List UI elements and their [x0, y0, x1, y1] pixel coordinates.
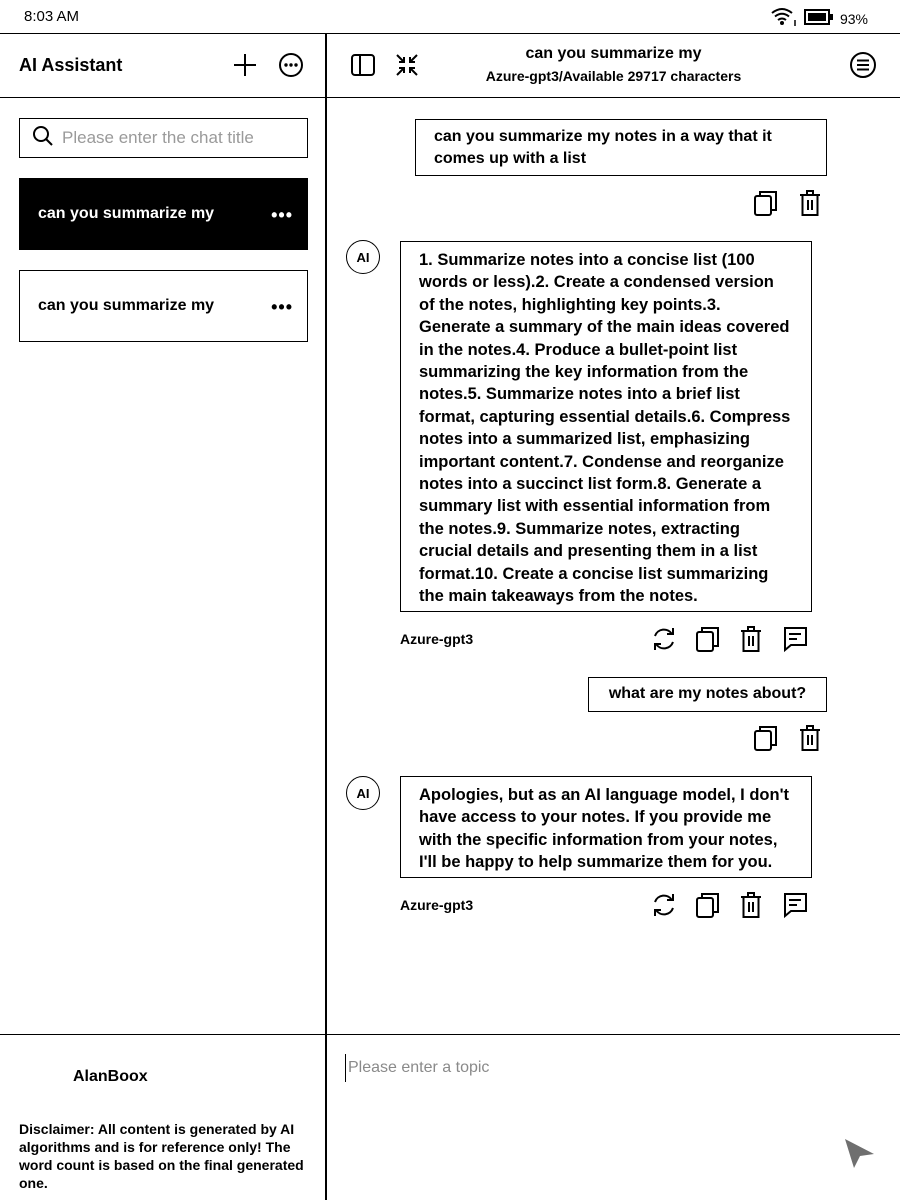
- chat-list-item[interactable]: [19, 178, 308, 250]
- pane-divider: [325, 33, 327, 1200]
- trash-icon[interactable]: [738, 890, 764, 920]
- battery-level: 93%: [839, 10, 868, 27]
- conversation-header: [327, 34, 900, 97]
- model-label: Azure-gpt3: [400, 897, 474, 913]
- wifi-icon: [770, 6, 798, 31]
- message-text: can you summarize my notes in a way that it comes up with a list: [434, 128, 772, 167]
- more-circle-icon[interactable]: [276, 50, 306, 80]
- trash-icon[interactable]: [797, 723, 823, 753]
- battery-icon: [804, 8, 834, 29]
- user-message: [588, 677, 827, 712]
- trash-icon[interactable]: [738, 624, 764, 654]
- search-input[interactable]: [62, 128, 292, 148]
- status-indicators: [770, 6, 868, 31]
- ai-avatar: AI: [346, 240, 380, 274]
- conversation-subtitle: Azure-gpt3/Available 29717 characters: [485, 68, 742, 84]
- plus-icon[interactable]: [230, 50, 260, 80]
- chat-title: can you summarize my: [38, 297, 215, 314]
- chat-title: can you summarize my: [38, 205, 215, 222]
- more-dots-icon[interactable]: •••: [271, 297, 293, 317]
- status-bar: [0, 0, 900, 33]
- chat-search[interactable]: [19, 118, 308, 158]
- disclaimer-text: Disclaimer: All content is generated by AI algorithms and is for reference only! The word count is based on the final generated one.: [19, 1121, 304, 1191]
- copy-icon[interactable]: [752, 188, 780, 218]
- chat-list-item[interactable]: [19, 270, 308, 342]
- refresh-icon[interactable]: [650, 624, 678, 654]
- comment-icon[interactable]: [781, 890, 809, 920]
- message-text: what are my notes about?: [608, 685, 807, 702]
- search-icon: [32, 125, 54, 152]
- copy-icon[interactable]: [752, 723, 780, 753]
- header-bottom-divider: [0, 97, 900, 98]
- comment-icon[interactable]: [781, 624, 809, 654]
- conversation-title: can you summarize my: [525, 45, 702, 62]
- message-text: Apologies, but as an AI language model, I don't have access to your notes. If you provide me with the specific information from your notes, I'll be happy to help summarize them for you.: [419, 786, 790, 872]
- refresh-icon[interactable]: [650, 890, 678, 920]
- topic-input[interactable]: [345, 1054, 865, 1082]
- copy-icon[interactable]: [694, 890, 722, 920]
- message-text: 1. Summarize notes into a concise list (100 words or less).2. Create a condensed version of the notes, highlighting key points.3. Generate a summary of the main ideas covered in the notes.4. Produce a bullet-point list summarizing the key information from the notes.5. Summarize notes into a brief list format, capturing essential details.6. Compress notes into a summarized list, emphasizing important content.7. Condense and reorganize notes into a succinct list form.8. Generate a summary list with essential information from the notes.9. Summarize notes, extracting crucial details and presenting them in a list format.10. Create a concise list summarizing the main takeaways from the notes.: [419, 251, 791, 606]
- ai-message: [400, 241, 812, 612]
- copy-icon[interactable]: [694, 624, 722, 654]
- brand-name: AlanBoox: [73, 1068, 148, 1085]
- app-title: AI Assistant: [19, 55, 123, 75]
- ai-message: [400, 776, 812, 878]
- user-message: [415, 119, 827, 176]
- footer-divider: [0, 1034, 900, 1035]
- sidebar-header: [0, 34, 325, 97]
- more-dots-icon[interactable]: •••: [271, 205, 293, 225]
- status-time: 8:03 AM: [24, 8, 80, 25]
- send-icon[interactable]: [840, 1134, 878, 1172]
- ai-avatar: AI: [346, 776, 380, 810]
- trash-icon[interactable]: [797, 188, 823, 218]
- model-label: Azure-gpt3: [400, 631, 474, 647]
- menu-circle-icon[interactable]: [848, 50, 878, 80]
